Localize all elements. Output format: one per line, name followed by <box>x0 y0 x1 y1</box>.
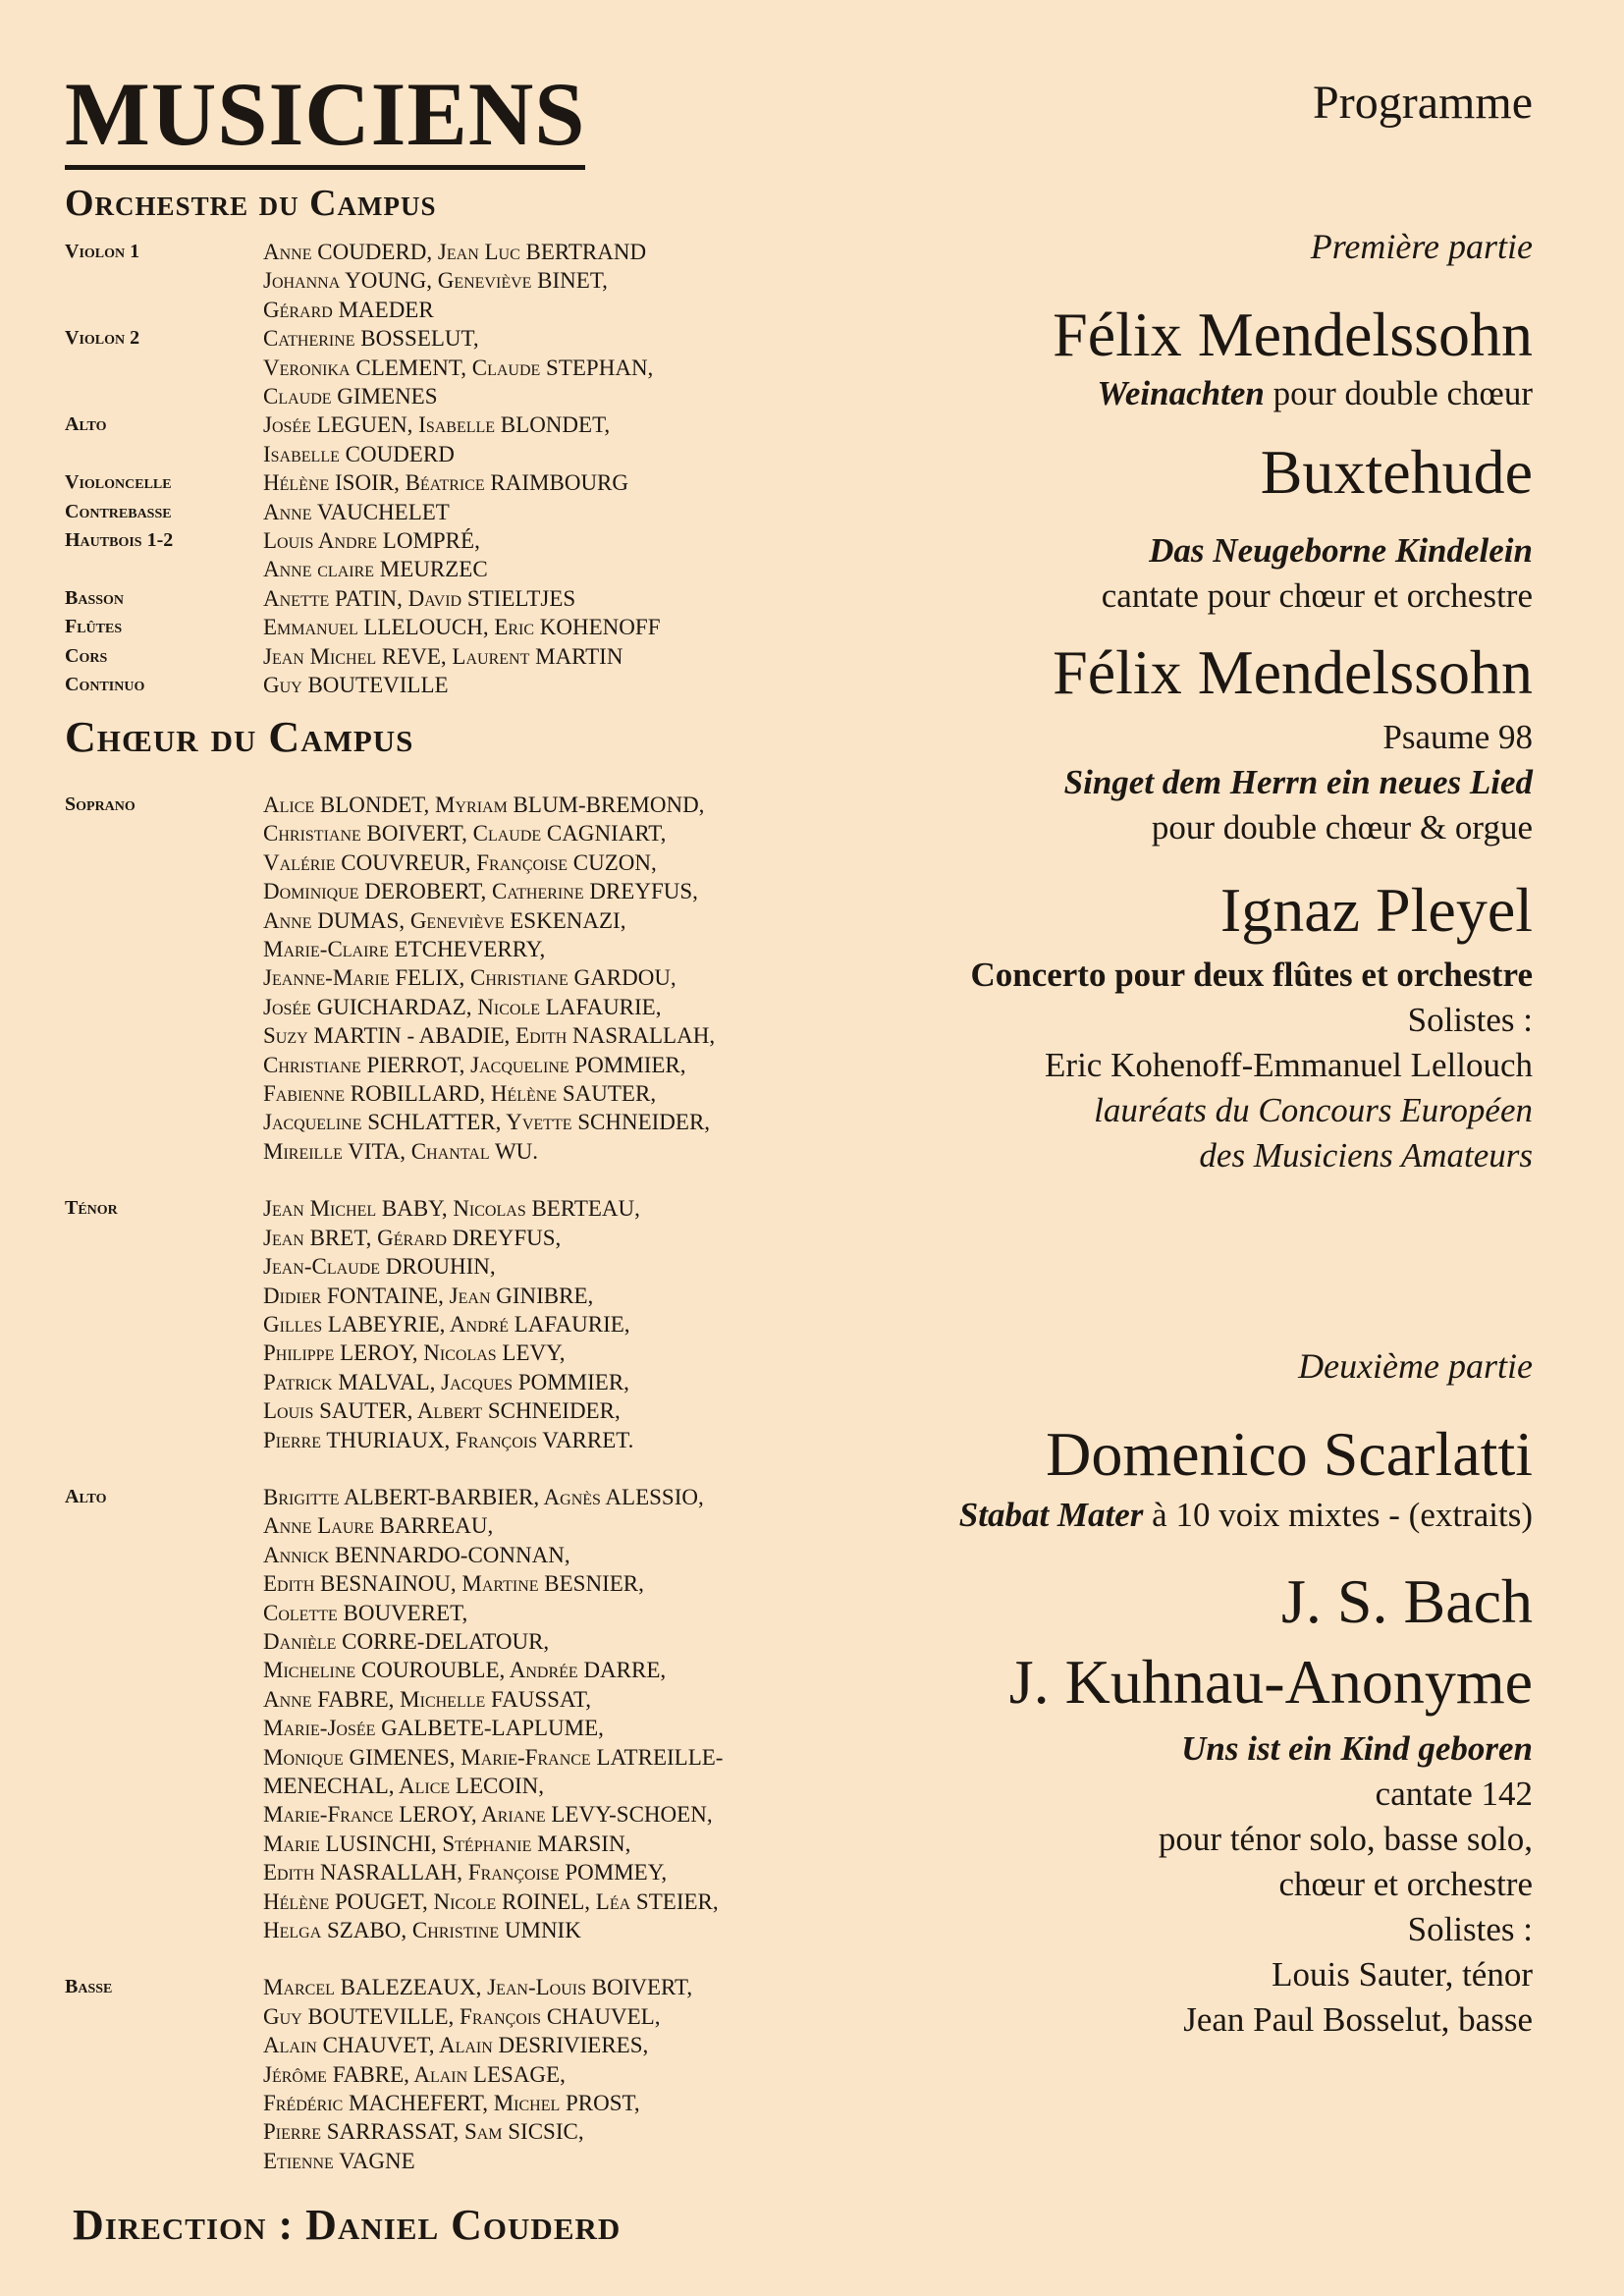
composer-mendelssohn-2: Félix Mendelssohn <box>1053 637 1533 707</box>
section-label: Flûtes <box>65 616 123 638</box>
orchestra-row <box>65 613 660 641</box>
work-uns-ist-detail-3: chœur et orchestre <box>1278 1865 1533 1903</box>
work-weinachten <box>786 371 1533 416</box>
section-label: Ténor <box>65 1197 118 1220</box>
section-label: Violon 2 <box>65 327 140 350</box>
soloists-names-1: Eric Kohenoff-Emmanuel Lellouch <box>1045 1046 1533 1084</box>
orchestra-row <box>65 642 660 671</box>
choir-list <box>65 791 723 2204</box>
orchestra-row <box>65 584 660 613</box>
work-detail: pour double chœur <box>1272 374 1533 412</box>
composer-mendelssohn-1: Félix Mendelssohn <box>1053 300 1533 369</box>
soloists-note-1: lauréats du Concours Européen <box>1094 1091 1533 1129</box>
orchestra-row <box>65 238 660 324</box>
composer-pleyel: Ignaz Pleyel <box>1219 875 1533 945</box>
section-label: Continuo <box>65 674 145 696</box>
musician-names: Anne VAUCHELET <box>263 499 450 524</box>
musician-names: Brigitte ALBERT-BARBIER, Agnès ALESSIO, Anne Laure BARREAU, Annick BENNARDO-CONNAN, Edith BESNAINOU, Martine BESNIER, Colette BOUVERET, Danièle CORRE-DELATOUR, Micheline COUROUBLE, Andrée DARRE, Anne FABRE, Michelle FAUSSAT, Marie-Josée GALBETE-LAPLUME, Monique GIMENES, Marie-France LATREILLE- MENECHAL, Alice LECOIN, Marie-France LEROY, Ariane LEVY-SCHOEN, Marie LUSINCHI, Stéphanie MARSIN, Edith NASRALLAH, Françoise POMMEY, Hélène POUGET, Nicole ROINEL, Léa STEIER, Helga SZABO, Christine UMNIK <box>263 1484 724 1943</box>
orchestra-row <box>65 324 660 410</box>
musician-names: Emmanuel LLELOUCH, Eric KOHENOFF <box>263 615 661 640</box>
section-label: Alto <box>65 1485 107 1507</box>
programme-column <box>786 69 1533 2043</box>
musician-names: Jean Michel BABY, Nicolas BERTEAU, Jean BRET, Gérard DREYFUS, Jean-Claude DROUHIN, Didier FONTAINE, Jean GINIBRE, Gilles LABEYRIE, André LAFAURIE, Philippe LEROY, Nicolas LEVY, Patrick MALVAL, Jacques POMMIER, Louis SAUTER, Albert SCHNEIDER, Pierre THURIAUX, François VARRET. <box>263 1196 640 1452</box>
work-concerto: Concerto pour deux flûtes et orchestre <box>970 956 1533 994</box>
orchestra-list <box>65 238 660 700</box>
work-kindelein: Das Neugeborne Kindelein <box>1149 531 1533 570</box>
soloists-label-2: Solistes : <box>1407 1910 1533 1948</box>
choir-row <box>65 1483 723 1945</box>
soloists-label-1: Solistes : <box>1407 1001 1533 1039</box>
orchestra-row <box>65 468 660 497</box>
musicians-column <box>65 64 850 2249</box>
choir-row <box>65 1194 723 1454</box>
programme-title: Programme <box>1313 77 1533 129</box>
composer-kuhnau: J. Kuhnau-Anonyme <box>1008 1647 1533 1717</box>
section-label: Soprano <box>65 793 135 815</box>
work-uns-ist-detail-1: cantate 142 <box>1375 1775 1533 1813</box>
choir-title: Chœur du Campus <box>65 713 414 761</box>
orchestra-row <box>65 526 660 584</box>
direction-line: Direction : Daniel Couderd <box>73 2201 622 2249</box>
work-detail: à 10 voix mixtes - (extraits) <box>1152 1496 1533 1534</box>
part-two-heading: Deuxième partie <box>1298 1346 1533 1386</box>
section-label: Alto <box>65 413 107 436</box>
composer-scarlatti: Domenico Scarlatti <box>1046 1419 1533 1489</box>
choir-row <box>65 1973 723 2175</box>
orchestra-row <box>65 410 660 468</box>
musicians-title: MUSICIENS <box>65 69 585 170</box>
section-label: Basse <box>65 1976 113 1998</box>
work-psaume: Psaume 98 <box>1382 718 1533 756</box>
musician-names: Anne COUDERD, Jean Luc BERTRAND Johanna YOUNG, Geneviève BINET, Gérard MAEDER <box>263 240 647 322</box>
work-stabat-mater <box>786 1493 1533 1538</box>
musician-names: Marcel BALEZEAUX, Jean-Louis BOIVERT, Guy BOUTEVILLE, François CHAUVEL, Alain CHAUVET, Alain DESRIVIERES, Jérôme FABRE, Alain LESAGE, Frédéric MACHEFERT, Michel PROST, Pierre SARRASSAT, Sam SICSIC, Etienne VAGNE <box>263 1975 693 2173</box>
soloists-note-2: des Musiciens Amateurs <box>1199 1136 1533 1175</box>
musician-names: Guy BOUTEVILLE <box>263 673 449 698</box>
section-label: Cors <box>65 644 108 667</box>
soloist-sauter: Louis Sauter, ténor <box>1272 1955 1533 1994</box>
musician-names: Catherine BOSSELUT, Veronika CLEMENT, Claude STEPHAN, Claude GIMENES <box>263 326 654 410</box>
musician-names: Hélène ISOIR, Béatrice RAIMBOURG <box>263 470 629 496</box>
soloist-bosselut: Jean Paul Bosselut, basse <box>1183 2000 1533 2039</box>
work-kindelein-detail: cantate pour chœur et orchestre <box>1101 576 1533 615</box>
work-uns-ist-detail-2: pour ténor solo, basse solo, <box>1158 1820 1533 1858</box>
section-label: Contrebasse <box>65 500 172 522</box>
composer-buxtehude: Buxtehude <box>1260 437 1533 507</box>
orchestra-row <box>65 498 660 526</box>
composer-bach: J. S. Bach <box>1281 1566 1533 1636</box>
section-label: Hautbois 1-2 <box>65 529 174 552</box>
section-label: Basson <box>65 586 125 609</box>
musician-names: Josée LEGUEN, Isabelle BLONDET, Isabelle COUDERD <box>263 412 611 466</box>
orchestra-title: Orchestre du Campus <box>65 183 437 224</box>
work-title: Weinachten <box>1097 374 1265 412</box>
musician-names: Louis Andre LOMPRÉ, Anne claire MEURZEC <box>263 528 488 582</box>
work-singet: Singet dem Herrn ein neues Lied <box>1063 763 1533 801</box>
section-label: Violoncelle <box>65 471 172 494</box>
choir-row <box>65 791 723 1166</box>
musician-names: Alice BLONDET, Myriam BLUM-BREMOND, Christiane BOIVERT, Claude CAGNIART, Valérie COUVREUR, Françoise CUZON, Dominique DEROBERT, Catherine DREYFUS, Anne DUMAS, Geneviève ESKENAZI, Marie-Claire ETCHEVERRY, Jeanne-Marie FELIX, Christiane GARDOU, Josée GUICHARDAZ, Nicole LAFAURIE, Suzy MARTIN - ABADIE, Edith NASRALLAH, Christiane PIERROT, Jacqueline POMMIER, Fabienne ROBILLARD, Hélène SAUTER, Jacqueline SCHLATTER, Yvette SCHNEIDER, Mireille VITA, Chantal WU. <box>263 793 716 1164</box>
section-label: Violon 1 <box>65 241 140 262</box>
orchestra-row <box>65 671 660 699</box>
part-one-heading: Première partie <box>1310 227 1533 266</box>
musician-names: Jean Michel REVE, Laurent MARTIN <box>263 643 623 669</box>
work-title: Stabat Mater <box>958 1496 1144 1534</box>
musician-names: Anette PATIN, David STIELTJES <box>263 585 576 611</box>
work-uns-ist: Uns ist ein Kind geboren <box>1181 1729 1533 1768</box>
work-singet-detail: pour double chœur & orgue <box>1151 808 1533 847</box>
